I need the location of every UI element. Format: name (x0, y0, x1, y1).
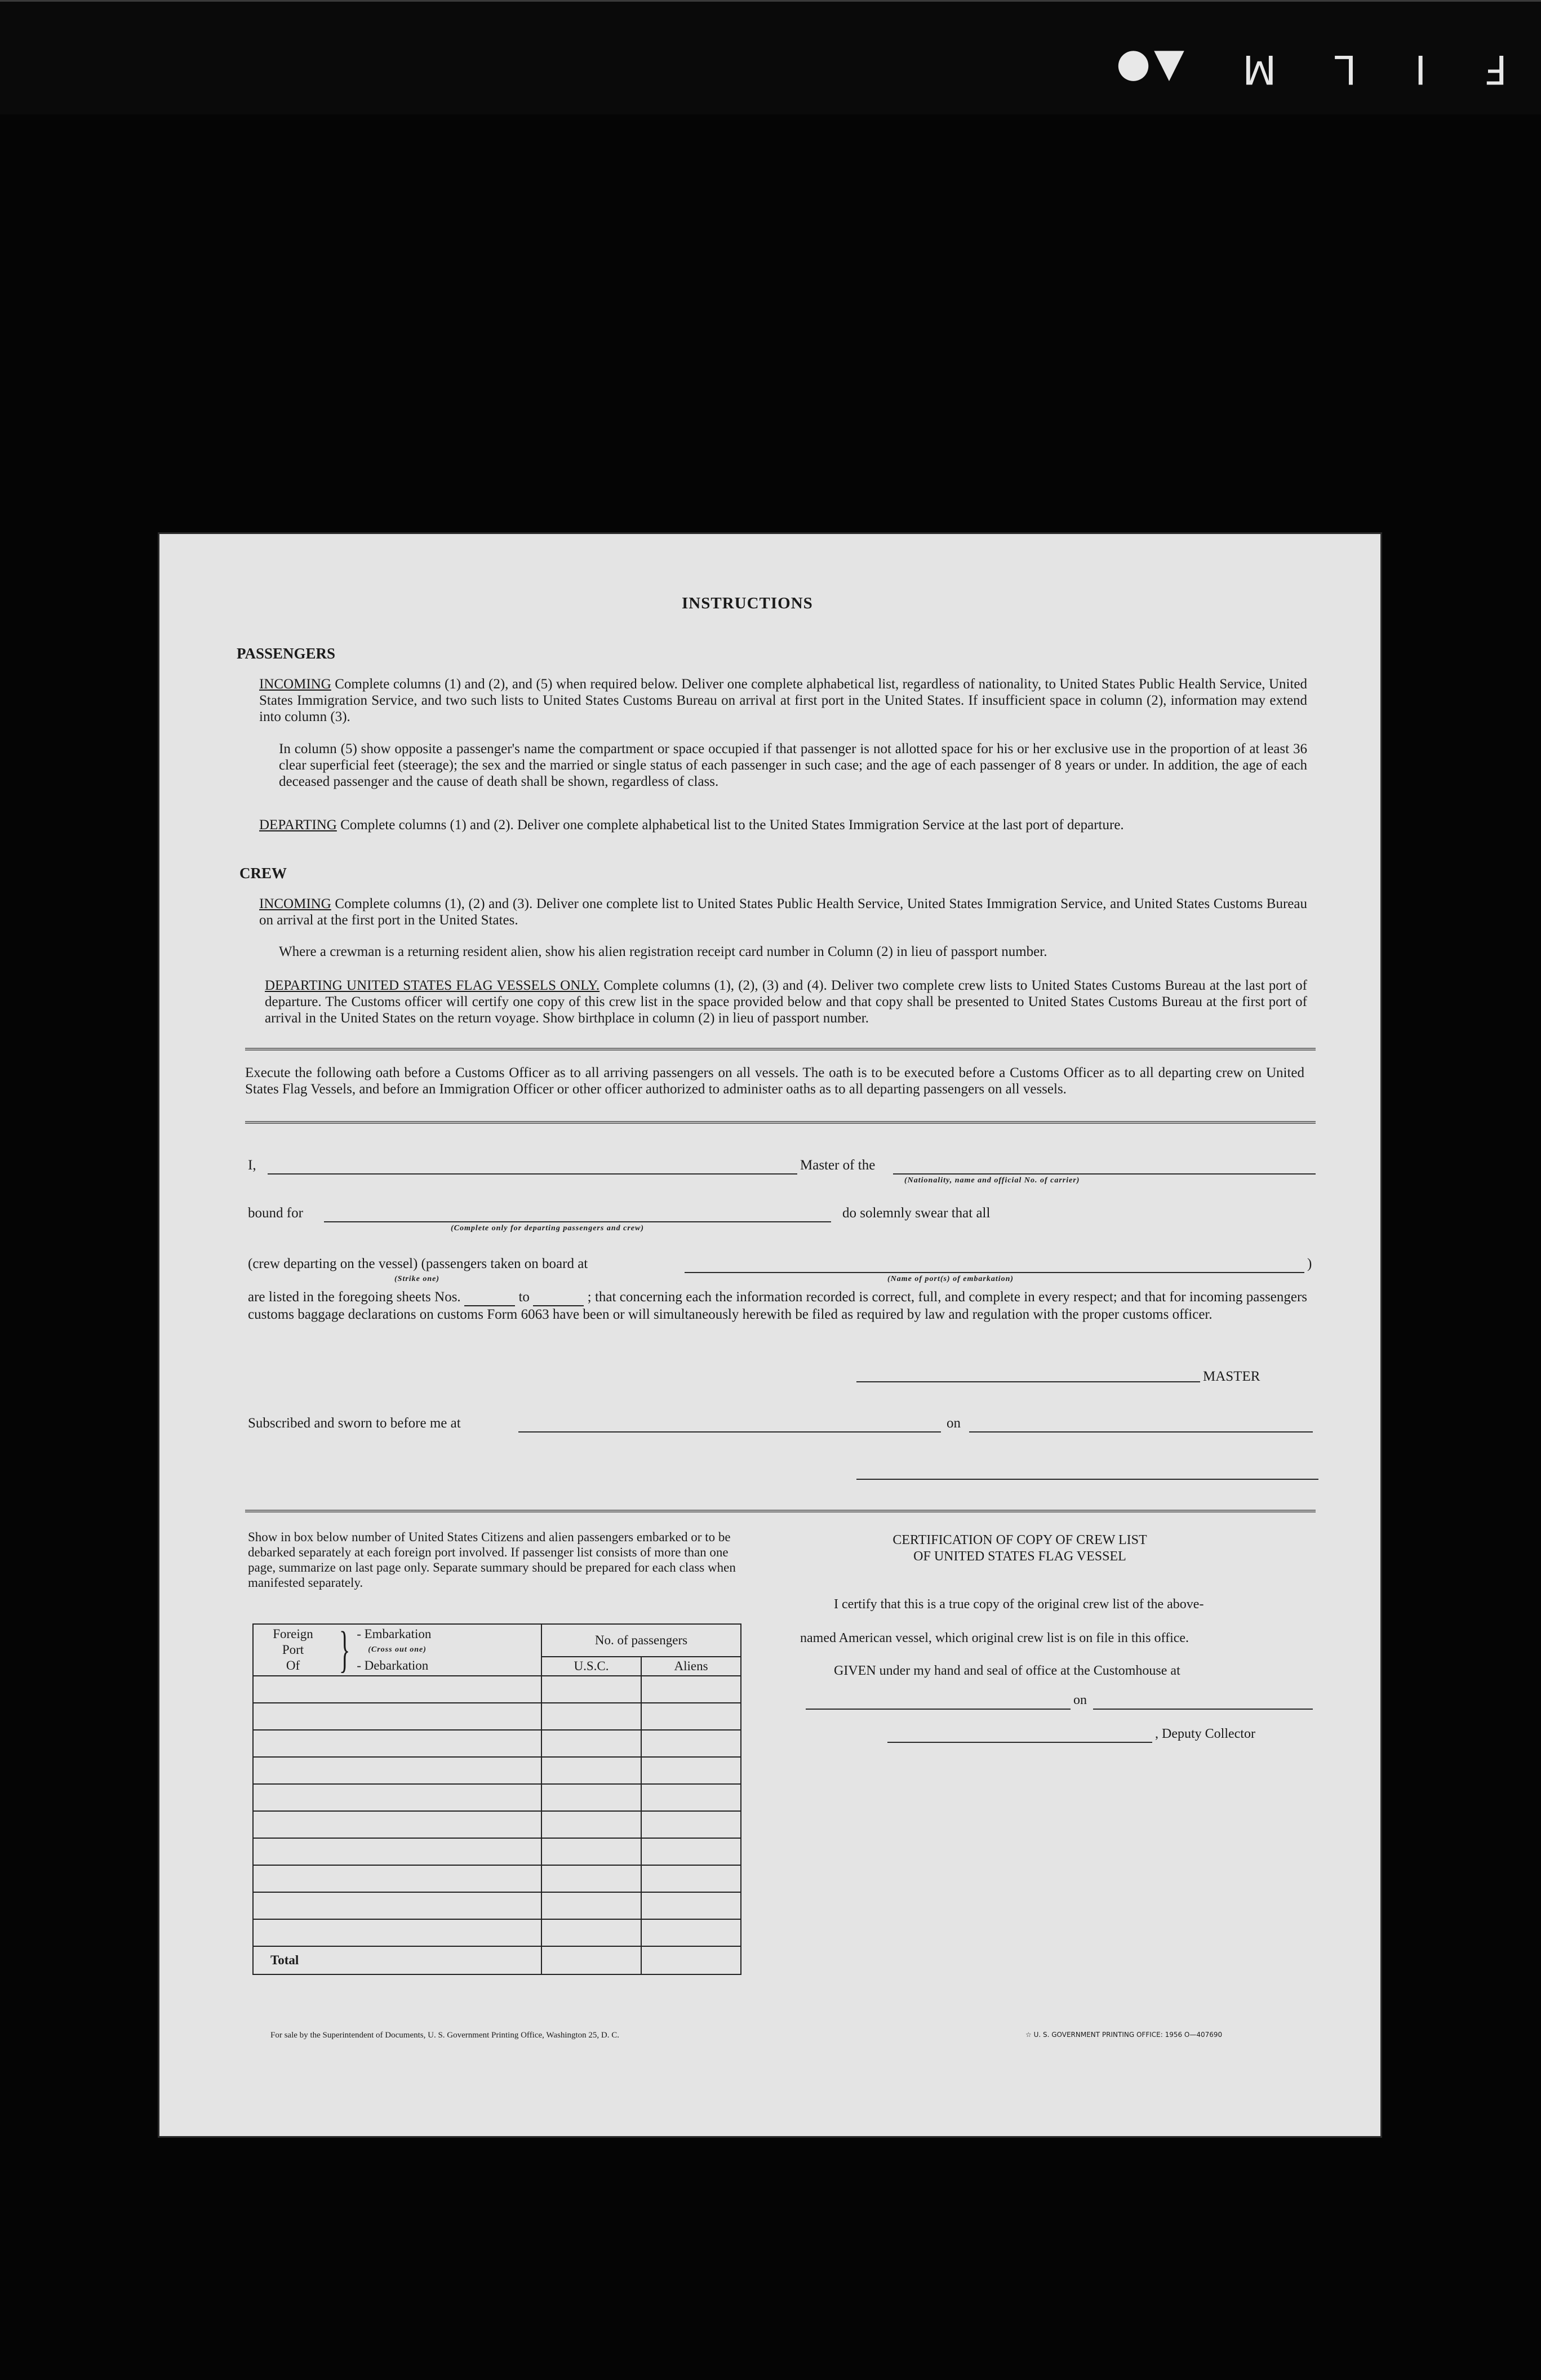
nationality-caption: (Nationality, name and official No. of carrier) (904, 1176, 1080, 1185)
crew-departing-text: Complete columns (1), (2), (3) and (4). Deliver two complete crew lists to United States Customs Bureau at the last port of departure. The Customs officer will certify one copy of this crew list in the space provided below and that copy shall be presented to United States Customs Bureau at the first port of arrival in the United States on the return voyage. Show birthplace in column (2) in lieu of passport number. (265, 978, 1307, 1026)
passengers-incoming-text: Complete columns (1) and (2), and (5) when required below. Deliver one complete alphabetical list, regardless of nationality, to United States Public Health Service, United States Immigration Service, and two such lists to United States Customs Bureau on arrival at first port in the United States. If insufficient space in column (2), information may extend into column (3). (259, 677, 1308, 724)
page-title: INSTRUCTIONS (682, 594, 813, 612)
passengers-departing-paragraph (259, 817, 1307, 833)
debarkation-label[interactable]: - Debarkation (357, 1658, 429, 1672)
table-header-row (253, 1624, 741, 1657)
table-row[interactable] (253, 1757, 741, 1784)
given-text: GIVEN under my hand and seal of office at the Customhouse at (834, 1663, 1180, 1678)
table-row[interactable] (253, 1838, 741, 1865)
passengers-departing-text: Complete columns (1) and (2). Deliver one complete alphabetical list to the United States Immigration Service at the last port of departure. (340, 817, 1124, 833)
sheets-paragraph (248, 1289, 1307, 1323)
deputy-collector-label: , Deputy Collector (1155, 1727, 1255, 1741)
sheets-prefix: are listed in the foregoing sheets Nos. (248, 1289, 461, 1305)
table-row[interactable] (253, 1919, 741, 1946)
crew-passengers-label: (crew departing on the vessel) (passengers taken on board at (248, 1256, 588, 1271)
passengers-heading: PASSENGERS (237, 645, 336, 662)
divider (245, 1121, 1316, 1124)
brace-icon: } (339, 1622, 350, 1678)
close-paren: ) (1307, 1256, 1312, 1271)
strike-caption: (Strike one) (394, 1275, 440, 1283)
subscribed-label: Subscribed and sworn to before me at (248, 1416, 461, 1431)
passengers-incoming-label: INCOMING (259, 677, 331, 692)
passengers-column5-paragraph: In column (5) show opposite a passenger's name the compartment or space occupied if that passenger is not allotted space for his or her exclusive use in the proportion of at least 36 clear superficial feet (steerage); the sex and the married or single status of each passenger in such case; and the age of each passenger of 8 years or under. In addition, the age of each deceased passenger and the cause of death shall be shown, regardless of class. (279, 741, 1307, 789)
bound-for-label: bound for (248, 1205, 303, 1221)
film-letter: M (1239, 46, 1277, 92)
ports-field[interactable] (685, 1272, 1304, 1273)
certification-date-field[interactable] (1093, 1709, 1313, 1710)
table-row[interactable] (253, 1703, 741, 1730)
film-letter: F (1481, 46, 1507, 92)
film-strip-header (0, 0, 1541, 114)
sheet-to-field[interactable] (533, 1289, 584, 1306)
footer-gpo-note: ☆ U. S. GOVERNMENT PRINTING OFFICE: 1956 O—407690 (1025, 2031, 1223, 2039)
table-row[interactable] (253, 1784, 741, 1811)
form-sheet (158, 532, 1382, 2138)
embarkation-label[interactable]: - Embarkation (357, 1627, 432, 1641)
sworn-on-label: on (947, 1416, 961, 1431)
sheets-text: ; that concerning each the information recorded is correct, full, and complete in every respect; and that for incoming passengers customs baggage declarations on customs Form 6063 have been or will simultaneously herewith be filed as required by law and regulation with the proper customs officer. (248, 1289, 1308, 1322)
film-marker (1113, 47, 1507, 92)
crew-departing-paragraph (265, 977, 1307, 1026)
certification-title (828, 1532, 1211, 1565)
table-row[interactable] (253, 1811, 741, 1838)
cross-out-caption: (Cross out one) (368, 1645, 427, 1654)
oath-i-label: I, (248, 1158, 256, 1173)
deputy-signature-field[interactable] (887, 1742, 1152, 1743)
passenger-summary-table (252, 1623, 741, 1975)
foreign-label: Foreign (273, 1627, 313, 1641)
certification-text-line1: I certify that this is a true copy of the original crew list of the above- (834, 1597, 1204, 1612)
table-row[interactable] (253, 1676, 741, 1703)
film-letter: I (1411, 46, 1427, 92)
aliens-header: Aliens (641, 1657, 741, 1676)
crew-resident-paragraph: Where a crewman is a returning resident alien, show his alien registration receipt card number in Column (2) in lieu of passport number. (279, 944, 1047, 959)
passengers-departing-label: DEPARTING (259, 817, 337, 833)
film-symbols: ▲● (1113, 46, 1184, 92)
certification-title-line1: CERTIFICATION OF COPY OF CREW LIST (892, 1533, 1147, 1547)
customhouse-field[interactable] (806, 1709, 1071, 1710)
footer-sale-note: For sale by the Superintendent of Documents, U. S. Government Printing Office, Washington 25, D. C. (270, 2031, 619, 2040)
master-of-label: Master of the (800, 1158, 876, 1173)
sheet-from-field[interactable] (464, 1289, 515, 1306)
table-row[interactable] (253, 1865, 741, 1892)
sworn-date-field[interactable] (969, 1431, 1313, 1433)
master-label: MASTER (1203, 1369, 1260, 1384)
master-signature-field[interactable] (856, 1381, 1200, 1382)
divider (245, 1510, 1316, 1512)
ports-caption: (Name of port(s) of embarkation) (887, 1275, 1014, 1283)
divider (245, 1048, 1316, 1051)
table-row[interactable] (253, 1892, 741, 1919)
oath-instruction: Execute the following oath before a Customs Officer as to all arriving passengers on all vessels. The oath is to be executed before a Customs Officer as to all departing crew on United States Flag Vessels, and before an Immigration Officer or other officer authorized to administer oaths as to all departing passengers on all vessels. (245, 1065, 1304, 1097)
sheets-to-label: to (518, 1289, 530, 1305)
table-row[interactable] (253, 1730, 741, 1757)
crew-incoming-text: Complete columns (1), (2) and (3). Deliver one complete list to United States Public Health Service, United States Immigration Service, and United States Customs Bureau on arrival at the first port in the United States. (259, 896, 1307, 928)
crew-heading: CREW (239, 865, 287, 882)
passengers-header: No. of passengers (541, 1624, 741, 1657)
total-label: Total (253, 1946, 541, 1974)
crew-incoming-label: INCOMING (259, 896, 331, 911)
crew-incoming-paragraph (259, 896, 1307, 928)
certification-on-label: on (1073, 1693, 1087, 1707)
of-label: Of (286, 1658, 300, 1672)
swear-label: do solemnly swear that all (842, 1205, 991, 1221)
passengers-incoming-paragraph (259, 676, 1307, 725)
master-name-field[interactable] (268, 1173, 797, 1175)
carrier-field[interactable] (893, 1173, 1316, 1175)
certification-text-line2: named American vessel, which original crew list is on file in this office. (800, 1631, 1189, 1645)
officer-signature-field[interactable] (856, 1479, 1318, 1480)
sworn-location-field[interactable] (518, 1431, 941, 1433)
crew-departing-label: DEPARTING UNITED STATES FLAG VESSELS ONLY. (265, 978, 600, 993)
certification-title-line2: OF UNITED STATES FLAG VESSEL (913, 1549, 1126, 1564)
total-row[interactable] (253, 1946, 741, 1974)
foreign-port-header (253, 1624, 541, 1676)
bound-for-field[interactable] (324, 1221, 831, 1222)
usc-header: U.S.C. (541, 1657, 641, 1676)
film-letter: L (1331, 46, 1357, 92)
port-label: Port (282, 1643, 304, 1657)
bound-caption: (Complete only for departing passengers and crew) (451, 1224, 644, 1233)
summary-instruction: Show in box below number of United States Citizens and alien passengers embarked or to be debarked separately at each foreign port involved. If passenger list consists of more than one page, summarize on last page only. Separate summary should be prepared for each class when manifested separately. (248, 1530, 736, 1590)
